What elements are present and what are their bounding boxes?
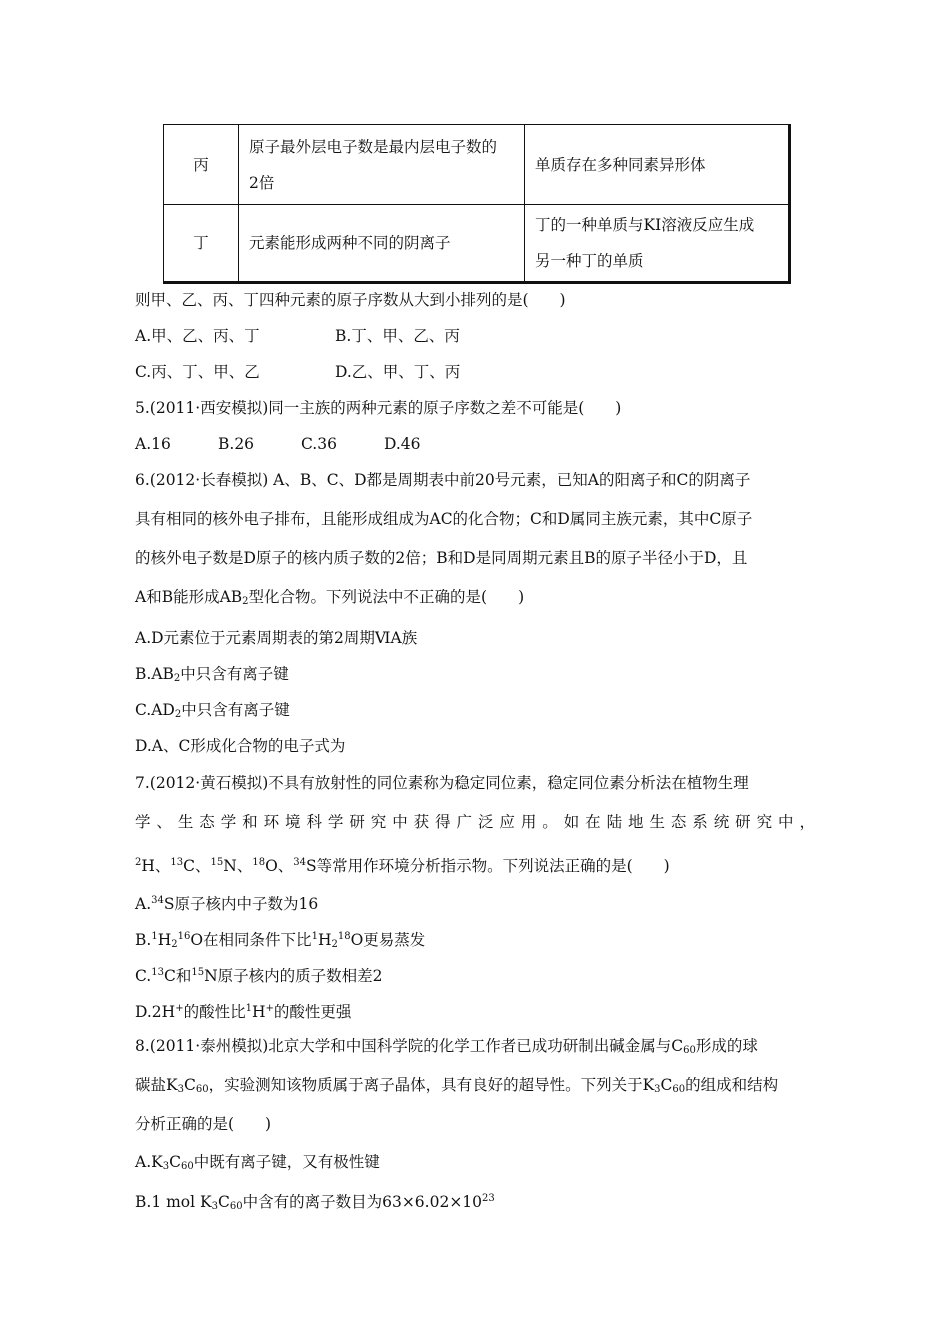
text: 型化合物。下列说法中不正确的是( ): [248, 588, 525, 606]
text: 中既有离子键，又有极性键: [193, 1153, 380, 1171]
superscript: 15: [210, 857, 224, 868]
subscript: 2: [174, 709, 182, 720]
text: B.AB: [135, 665, 174, 683]
q4-option-d: D.乙、甲、丁、丙: [335, 363, 461, 381]
text: 8.(2011·泰州模拟)北京大学和中国科学院的化学工作者已成功研制出碱金属与C: [135, 1037, 684, 1055]
cell-line: 2倍: [249, 173, 275, 192]
q5-options: [135, 433, 421, 455]
element-info-table: [163, 124, 791, 284]
text: B.: [135, 931, 152, 949]
q6-option-d: D.A、C形成化合物的电子式为: [135, 737, 346, 755]
element-fact-cell: [525, 205, 790, 283]
superscript: +: [175, 1003, 184, 1014]
text: C和: [163, 967, 192, 985]
text: C: [660, 1076, 673, 1094]
subscript: 3: [211, 1201, 218, 1212]
q7-line-3: [135, 852, 670, 877]
element-property-cell: [239, 205, 525, 283]
q7-option-d: [135, 998, 351, 1023]
table-row: [164, 205, 790, 283]
q4-options-row2: [135, 361, 460, 383]
text: 的酸性更强: [273, 1003, 352, 1021]
text: C: [217, 1193, 230, 1211]
q8-line-2: [135, 1074, 778, 1101]
q6-option-c: [135, 699, 290, 726]
superscript: 18: [252, 857, 266, 868]
text: C.: [135, 967, 152, 985]
text: A和B能形成AB: [135, 588, 243, 606]
subscript: 3: [177, 1084, 184, 1095]
q8-option-a: [135, 1151, 380, 1178]
text: O、: [265, 857, 294, 875]
superscript: 23: [482, 1193, 495, 1204]
subscript: 60: [672, 1084, 686, 1095]
superscript: 1: [245, 1003, 252, 1014]
subscript: 3: [162, 1161, 170, 1172]
superscript: +: [265, 1003, 274, 1014]
q4-options-row1: [135, 325, 460, 347]
subscript: 2: [242, 596, 249, 607]
element-fact-cell: [525, 125, 790, 205]
superscript: 13: [170, 857, 184, 868]
q8-option-b: [135, 1188, 495, 1218]
superscript: 1: [151, 931, 158, 942]
q6-line-1: 6.(2012·长春模拟) A、B、C、D都是周期表中前20号元素，已知A的阳离子和C的阴离子: [135, 471, 751, 489]
q5-option-c: C.36: [301, 435, 337, 453]
text: H: [317, 931, 332, 949]
subscript: 2: [171, 939, 178, 950]
text: N原子核内的质子数相差2: [204, 967, 383, 985]
text: ，实验测知该物质属于离子晶体，具有良好的超导性。下列关于K: [208, 1076, 655, 1094]
subscript: 2: [173, 673, 181, 684]
q5-option-b: B.26: [218, 435, 255, 453]
text: 中含有的离子数目为63×6.02×10: [242, 1193, 483, 1211]
q5-option-a: A.16: [135, 435, 171, 453]
q8-line-3: 分析正确的是( ): [135, 1115, 272, 1133]
superscript: 15: [191, 967, 205, 978]
text: D.2H: [135, 1003, 176, 1021]
text: O更易蒸发: [350, 931, 426, 949]
text: 的酸性比: [183, 1003, 246, 1021]
q7-line-2: 学、生态学和环境科学研究中获得广泛应用。如在陆地生态系统研究中，: [135, 813, 815, 831]
text: B.1 mol K: [135, 1193, 212, 1211]
superscript: 34: [293, 857, 307, 868]
text: A.K: [135, 1153, 163, 1171]
superscript: 2: [135, 857, 142, 868]
subscript: 60: [683, 1045, 696, 1056]
text: 的组成和结构: [685, 1076, 779, 1094]
element-name-cell: 丙: [164, 125, 239, 205]
q4-option-b: B.丁、甲、乙、丙: [335, 327, 460, 345]
text: 中只含有离子键: [180, 665, 289, 683]
text: 形成的球: [695, 1037, 758, 1055]
cell-line: 另一种丁的单质: [535, 252, 644, 270]
text: C: [183, 1076, 196, 1094]
text: H、: [141, 857, 171, 875]
q7-option-b: [135, 926, 425, 956]
element-name-cell: 丁: [164, 205, 239, 283]
superscript: 16: [177, 931, 191, 942]
q5-stem: 5.(2011·西安模拟)同一主族的两种元素的原子序数之差不可能是( ): [135, 399, 622, 417]
q6-line-2: 具有相同的核外电子排布，且能形成组成为AC的化合物；C和D属同主族元素，其中C原子: [135, 510, 753, 528]
superscript: 34: [151, 895, 164, 906]
text: H: [251, 1003, 266, 1021]
superscript: 13: [151, 967, 164, 978]
text: 中只含有离子键: [181, 701, 290, 719]
text: A.: [135, 895, 152, 913]
cell-line: 原子最外层电子数是最内层电子数的: [249, 137, 498, 156]
text: 碳盐K: [135, 1076, 178, 1094]
subscript: 3: [654, 1084, 661, 1095]
superscript: 18: [337, 931, 351, 942]
text: C: [169, 1153, 181, 1171]
q6-option-b: [135, 663, 289, 690]
cell-line: 丁的一种单质与KI溶液反应生成: [535, 216, 755, 234]
q4-option-a: A.甲、乙、丙、丁: [135, 327, 260, 345]
text: C、: [183, 857, 211, 875]
q4-stem: 则甲、乙、丙、丁四种元素的原子序数从大到小排列的是( ): [135, 291, 566, 309]
text: S原子核内中子数为16: [163, 895, 319, 913]
text: H: [157, 931, 172, 949]
q7-line-1: 7.(2012·黄石模拟)不具有放射性的同位素称为稳定同位素，稳定同位素分析法在植物生理: [135, 774, 749, 792]
q5-option-d: D.46: [384, 435, 421, 453]
text: C.AD: [135, 701, 175, 719]
subscript: 60: [229, 1201, 243, 1212]
q8-line-1: [135, 1035, 758, 1062]
q7-option-a: [135, 890, 318, 915]
text: N、: [223, 857, 253, 875]
superscript: 1: [311, 931, 318, 942]
subscript: 60: [180, 1161, 194, 1172]
q6-line-4: [135, 586, 524, 613]
q4-option-c: C.丙、丁、甲、乙: [135, 363, 260, 381]
text: O在相同条件下比: [190, 931, 312, 949]
cell-line: 元素能形成两种不同的阴离子: [249, 234, 451, 252]
table-row: [164, 125, 790, 205]
text: S等常用作环境分析指示物。下列说法正确的是( ): [306, 857, 670, 875]
q6-option-a: A.D元素位于元素周期表的第2周期ⅥA族: [135, 629, 418, 647]
subscript: 2: [331, 939, 338, 950]
element-property-cell: [239, 125, 525, 205]
q6-line-3: 的核外电子数是D原子的核内质子数的2倍；B和D是同周期元素且B的原子半径小于D，且: [135, 549, 748, 567]
cell-line: 单质存在多种同素异形体: [535, 155, 706, 174]
q7-option-c: [135, 962, 383, 987]
subscript: 60: [195, 1084, 209, 1095]
